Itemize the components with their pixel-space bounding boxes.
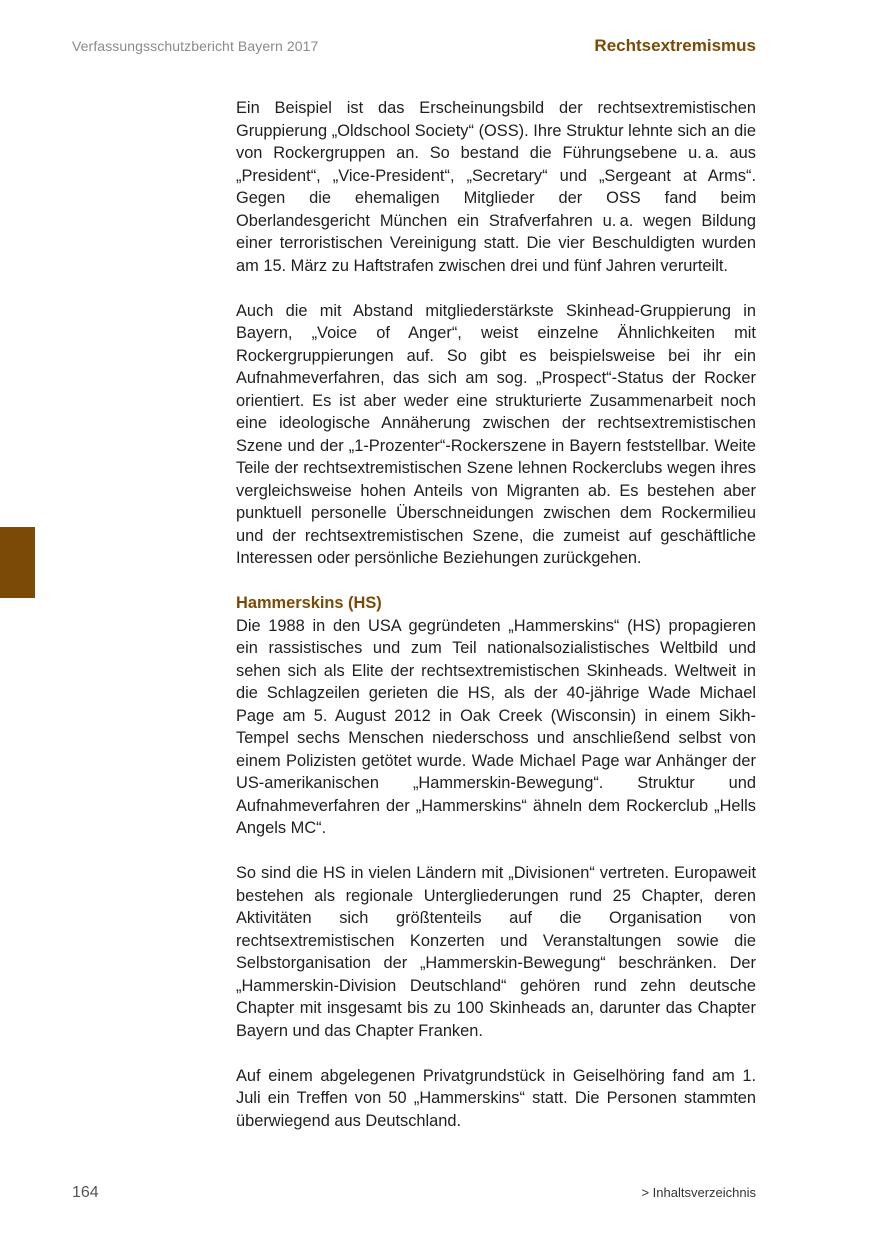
main-content [236, 97, 756, 1155]
paragraph-hammerskins-intro: Die 1988 in den USA gegründeten „Hammerskins“ (HS) propagieren ein rassistisches und zum Teil nationalsozialistisches Weltbild und sehen sich als Elite der rechtsextremistischen Skinheads. Weltweit in die Schlagzeilen gerieten die HS, als der 40-jährige Wade Michael Page am 5. August 2012 in Oak Creek (Wisconsin) in einem Sikh-Tempel sechs Menschen niederschoss und anschließend selbst von einem Polizisten getötet wurde. Wade Michael Page war Anhänger der US-amerikanischen „Hammerskin-Bewegung“. Struktur und Aufnahmeverfahren der „Hammerskins“ ähneln dem Rockerclub „Hells Angels MC“. [236, 616, 756, 837]
paragraph-geiselhoering: Auf einem abgelegenen Privatgrundstück in Geiselhöring fand am 1. Juli ein Treffen von 50 „Hammerskins“ statt. Die Personen stammten überwiegend aus Deutschland. [236, 1066, 756, 1130]
paragraph-hammerskins-divisions: So sind die HS in vielen Ländern mit „Divisionen“ vertreten. Europaweit bestehen als regionale Untergliederungen rund 25 Chapter, deren Aktivitäten sich größtenteils auf die Organisation von rechtsextremistischen Konzerten und Veranstaltungen sowie die Selbstorganisation der „Hammerskin-Bewegung“ beschränken. Der „Hammerskin-Division Deutschland“ gehören rund zehn deutsche Chapter mit insgesamt bis zu 100 Skinheads an, darunter das Chapter Bayern und das Chapter Franken. [236, 864, 756, 1040]
paragraph-oss: Ein Beispiel ist das Erscheinungsbild der rechtsextremistischen Gruppierung „Oldschool Society“ (OSS). Ihre Struktur lehnte sich an die von Rockergruppen an. So bestand die Führungsebene u. a. aus „President“, „Vice-President“, „Secretary“ und „Sergeant at Arms“. Gegen die ehemaligen Mitglieder der OSS fand beim Oberlandesgericht München ein Strafverfahren u. a. wegen Bildung einer terroristischen Vereinigung statt. Die vier Beschuldigten wurden am 15. März zu Haftstrafen zwischen drei und fünf Jahren verurteilt. [236, 99, 756, 275]
subheading-hammerskins: Hammerskins (HS) [236, 594, 382, 612]
section-title: Rechtsextremismus [594, 36, 756, 55]
paragraph-voice-of-anger: Auch die mit Abstand mitgliederstärkste Skinhead-Gruppierung in Bayern, „Voice of Anger“, weist einzelne Ähnlichkeiten mit Rockergruppierungen auf. So gibt es beispielsweise bei ihr ein Aufnahmeverfahren, das sich am sog. „Prospect“-Status der Rocker orientiert. Es ist aber weder eine strukturierte Zusammenarbeit noch eine ideologische Annäherung zwischen der rechtsextremistischen Szene und der „1-Prozenter“-Rockerszene in Bayern feststellbar. Weite Teile der rechtsextremistischen Szene lehnen Rockerclubs wegen ihres vergleichsweise hohen Anteils von Migranten ab. Es bestehen aber punktuell personelle Überschneidungen zwischen dem Rockermilieu und der rechtsextremistischen Szene, die zumeist auf geschäftliche Interessen oder persönliche Beziehungen zurückgehen. [236, 301, 756, 567]
chapter-side-tab [0, 527, 35, 598]
page-number: 164 [72, 1184, 99, 1201]
table-of-contents-link[interactable]: > Inhaltsverzeichnis [641, 1185, 756, 1200]
running-title: Verfassungsschutzbericht Bayern 2017 [72, 38, 319, 54]
